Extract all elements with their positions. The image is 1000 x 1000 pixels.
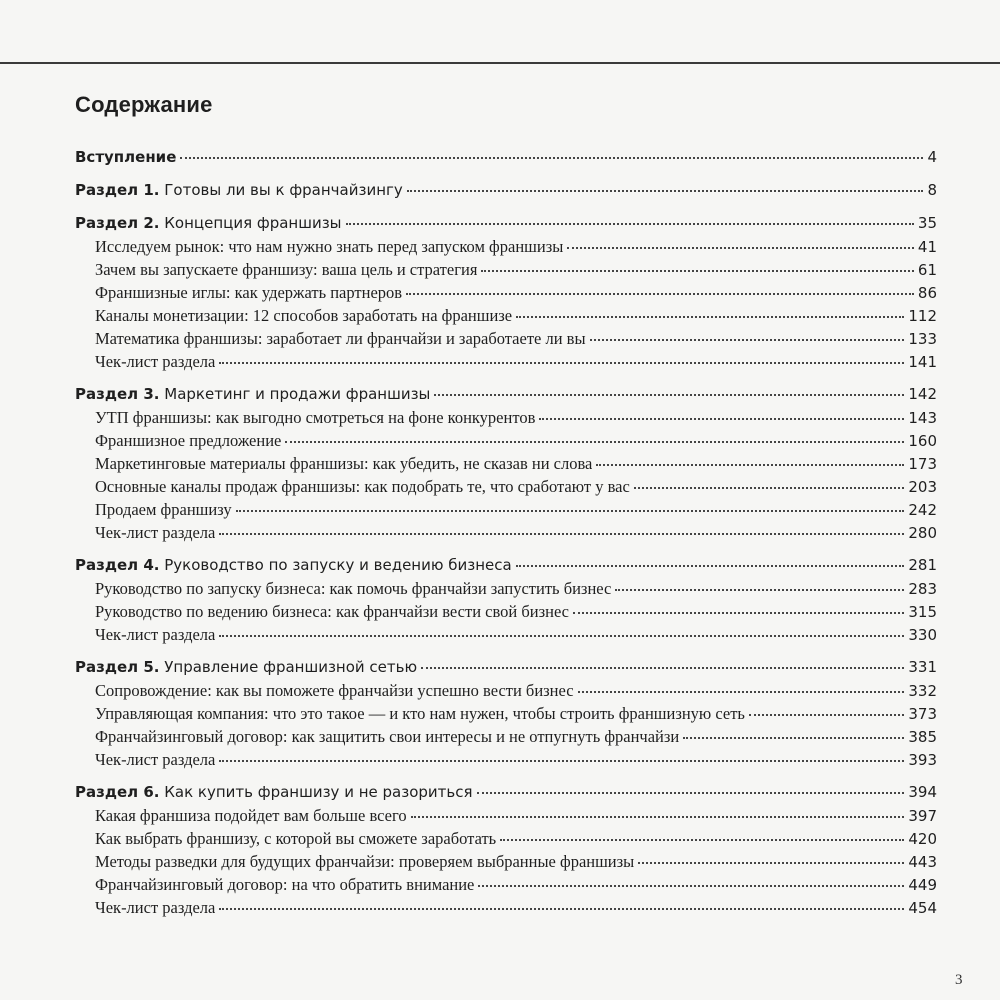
toc-section-title: Как купить франшизу и не разориться <box>164 783 473 801</box>
dot-leader <box>180 157 923 159</box>
toc-page-number: 330 <box>908 626 937 644</box>
toc-page-number: 443 <box>908 853 937 871</box>
toc-page-number: 281 <box>908 556 937 574</box>
toc-subsection-entry <box>75 625 937 648</box>
dot-leader <box>285 441 904 443</box>
toc-subsection-title: Чек-лист раздела <box>95 898 216 917</box>
dot-leader <box>219 635 904 637</box>
toc-subsection-entry <box>75 431 937 454</box>
dot-leader <box>590 339 905 341</box>
toc-subsection-title: Основные каналы продаж франшизы: как подобрать те, что сработают у вас <box>95 477 630 496</box>
toc-page-number: 283 <box>908 580 937 598</box>
toc-subsection-title: Сопровождение: как вы поможете франчайзи успешно вести бизнес <box>95 681 574 700</box>
toc-page-number: 142 <box>908 385 937 403</box>
dot-leader <box>219 533 904 535</box>
dot-leader <box>749 714 904 716</box>
toc-page-number: 331 <box>908 658 937 676</box>
dot-leader <box>407 190 924 192</box>
toc-page-number: 454 <box>908 899 937 917</box>
toc-subsection-title: Чек-лист раздела <box>95 523 216 542</box>
dot-leader <box>638 862 904 864</box>
toc-entry-label <box>95 352 215 372</box>
dot-leader <box>634 487 905 489</box>
toc-subsection-title: Чек-лист раздела <box>95 625 216 644</box>
toc-section-title: Концепция франшизы <box>164 214 342 232</box>
toc-subsection-entry <box>75 500 937 523</box>
toc-page-number: 41 <box>917 238 937 256</box>
toc-subsection-title: Франчайзинговый договор: на что обратить внимание <box>95 875 475 894</box>
toc-section-number: Раздел 1. <box>75 181 160 199</box>
toc-subsection-title: Руководство по ведению бизнеса: как франчайзи вести свой бизнес <box>95 602 569 621</box>
toc-subsection-entry <box>75 352 937 375</box>
toc-subsection-entry <box>75 829 937 852</box>
dot-leader <box>539 418 904 420</box>
toc-subsection-title: Франшизные иглы: как удержать партнеров <box>95 283 403 302</box>
toc-subsection-title: Зачем вы запускаете франшизу: ваша цель и стратегия <box>95 260 478 279</box>
toc-subsection-title: Как выбрать франшизу, с которой вы сможете заработать <box>95 829 497 848</box>
page-number: 3 <box>955 972 963 988</box>
toc-entry-label <box>95 523 215 543</box>
toc-page-number: 4 <box>927 148 937 166</box>
toc-section-entry <box>75 385 937 408</box>
toc-section-number: Раздел 4. <box>75 556 160 574</box>
toc-entry-label <box>75 214 342 232</box>
dot-leader <box>596 464 904 466</box>
toc-page-number: 420 <box>908 830 937 848</box>
toc-page-number: 242 <box>908 501 937 519</box>
toc-page-number: 315 <box>908 603 937 621</box>
dot-leader <box>478 885 904 887</box>
toc-subsection-entry <box>75 704 937 727</box>
toc-entry-label <box>75 181 403 199</box>
toc-subsection-entry <box>75 875 937 898</box>
toc-page-number: 280 <box>908 524 937 542</box>
toc-subsection-title: Продаем франшизу <box>95 500 232 519</box>
toc-subsection-entry <box>75 898 937 921</box>
toc-entry-label <box>95 625 215 645</box>
dot-leader <box>516 565 905 567</box>
toc-subsection-entry <box>75 579 937 602</box>
toc-entry-label <box>95 602 569 622</box>
toc-entry-label <box>95 431 281 451</box>
dot-leader <box>346 223 914 225</box>
toc-entry-label <box>95 237 563 257</box>
toc-section-entry <box>75 783 937 806</box>
toc-subsection-title: Математика франшизы: заработает ли франчайзи и заработаете ли вы <box>95 329 586 348</box>
toc-subsection-title: Чек-лист раздела <box>95 352 216 371</box>
toc-page-number: 449 <box>908 876 937 894</box>
toc-entry-label <box>95 704 745 724</box>
toc-subsection-entry <box>75 523 937 546</box>
toc-section-entry <box>75 556 937 579</box>
toc-subsection-entry <box>75 306 937 329</box>
toc-subsection-entry <box>75 477 937 500</box>
toc-entry-label <box>75 148 176 166</box>
toc-entry-label <box>95 408 535 428</box>
toc-section-entry <box>75 658 937 681</box>
toc-entry-label <box>95 806 407 826</box>
toc-subsection-title: УТП франшизы: как выгодно смотреться на фоне конкурентов <box>95 408 536 427</box>
dot-leader <box>578 691 905 693</box>
toc-subsection-title: Чек-лист раздела <box>95 750 216 769</box>
dot-leader <box>500 839 904 841</box>
toc-subsection-entry <box>75 237 937 260</box>
toc-subsection-entry <box>75 283 937 306</box>
toc-subsection-entry <box>75 454 937 477</box>
toc-page-number: 385 <box>908 728 937 746</box>
toc-section-number: Раздел 2. <box>75 214 160 232</box>
toc-subsection-title: Методы разведки для будущих франчайзи: проверяем выбранные франшизы <box>95 852 635 871</box>
toc-page-number: 373 <box>908 705 937 723</box>
toc-page-number: 112 <box>908 307 937 325</box>
dot-leader <box>219 362 904 364</box>
toc-page-number: 35 <box>917 214 937 232</box>
toc-entry-label <box>95 852 634 872</box>
dot-leader <box>406 293 914 295</box>
dot-leader <box>219 908 904 910</box>
toc-entry-label <box>75 658 417 676</box>
toc-section-title: Готовы ли вы к франчайзингу <box>164 181 403 199</box>
toc-section-title: Маркетинг и продажи франшизы <box>164 385 431 403</box>
toc-subsection-title: Маркетинговые материалы франшизы: как убедить, не сказав ни слова <box>95 454 593 473</box>
toc-subsection-title: Каналы монетизации: 12 способов заработать на франшизе <box>95 306 513 325</box>
toc-section-entry <box>75 181 937 204</box>
toc-subsection-title: Исследуем рынок: что нам нужно знать перед запуском франшизы <box>95 237 564 256</box>
toc-page-number: 393 <box>908 751 937 769</box>
toc-entry-label <box>95 875 474 895</box>
dot-leader <box>567 247 914 249</box>
dot-leader <box>411 816 905 818</box>
toc-entry-label <box>95 283 402 303</box>
toc-entry-label <box>95 829 496 849</box>
dot-leader <box>236 510 905 512</box>
toc-section-number: Вступление <box>75 148 177 166</box>
toc-subsection-entry <box>75 806 937 829</box>
toc-page-number: 86 <box>917 284 937 302</box>
toc-entry-label <box>95 681 574 701</box>
toc-page-number: 133 <box>908 330 937 348</box>
toc-entry-label <box>95 500 232 520</box>
toc-page-number: 394 <box>908 783 937 801</box>
toc-entry-label <box>75 385 430 403</box>
toc-section-title: Руководство по запуску и ведению бизнеса <box>164 556 512 574</box>
dot-leader <box>219 760 904 762</box>
toc-entry-label <box>95 306 512 326</box>
toc-subsection-title: Управляющая компания: что это такое — и кто нам нужен, чтобы строить франшизную сеть <box>95 704 745 723</box>
header-rule <box>0 62 1000 64</box>
toc-entry-label <box>95 727 679 747</box>
table-of-contents <box>75 148 937 921</box>
toc-page-number: 397 <box>908 807 937 825</box>
toc-entry-label <box>75 783 473 801</box>
toc-entry-label <box>95 329 586 349</box>
toc-subsection-entry <box>75 852 937 875</box>
toc-page-number: 61 <box>917 261 937 279</box>
toc-section-title: Управление франшизной сетью <box>164 658 418 676</box>
dot-leader <box>434 394 904 396</box>
toc-page-number: 332 <box>908 682 937 700</box>
toc-subsection-entry <box>75 727 937 750</box>
toc-page-number: 173 <box>908 455 937 473</box>
toc-entry-label <box>95 579 611 599</box>
toc-subsection-entry <box>75 681 937 704</box>
toc-section-number: Раздел 5. <box>75 658 160 676</box>
toc-subsection-entry <box>75 260 937 283</box>
toc-entry-label <box>95 898 215 918</box>
toc-subsection-title: Франшизное предложение <box>95 431 282 450</box>
toc-entry-label <box>75 556 512 574</box>
dot-leader <box>615 589 904 591</box>
toc-subsection-title: Франчайзинговый договор: как защитить свои интересы и не отпугнуть франчайзи <box>95 727 680 746</box>
toc-subsection-entry <box>75 329 937 352</box>
page-title: Содержание <box>75 92 213 117</box>
dot-leader <box>573 612 904 614</box>
toc-page-number: 143 <box>908 409 937 427</box>
toc-page-number: 160 <box>908 432 937 450</box>
toc-subsection-entry <box>75 408 937 431</box>
toc-subsection-entry <box>75 750 937 773</box>
toc-entry-label <box>95 477 630 497</box>
toc-section-number: Раздел 6. <box>75 783 160 801</box>
dot-leader <box>683 737 904 739</box>
toc-entry-label <box>95 454 592 474</box>
toc-page-number: 203 <box>908 478 937 496</box>
toc-page-number: 8 <box>927 181 937 199</box>
toc-entry-label <box>95 750 215 770</box>
dot-leader <box>516 316 904 318</box>
toc-entry-label <box>95 260 477 280</box>
dot-leader <box>481 270 913 272</box>
toc-subsection-title: Руководство по запуску бизнеса: как помочь франчайзи запустить бизнес <box>95 579 612 598</box>
toc-page-number: 141 <box>908 353 937 371</box>
dot-leader <box>421 667 904 669</box>
toc-subsection-entry <box>75 602 937 625</box>
dot-leader <box>477 792 905 794</box>
toc-section-entry <box>75 148 937 171</box>
toc-section-number: Раздел 3. <box>75 385 160 403</box>
toc-subsection-title: Какая франшиза подойдет вам больше всего <box>95 806 407 825</box>
toc-section-entry <box>75 214 937 237</box>
